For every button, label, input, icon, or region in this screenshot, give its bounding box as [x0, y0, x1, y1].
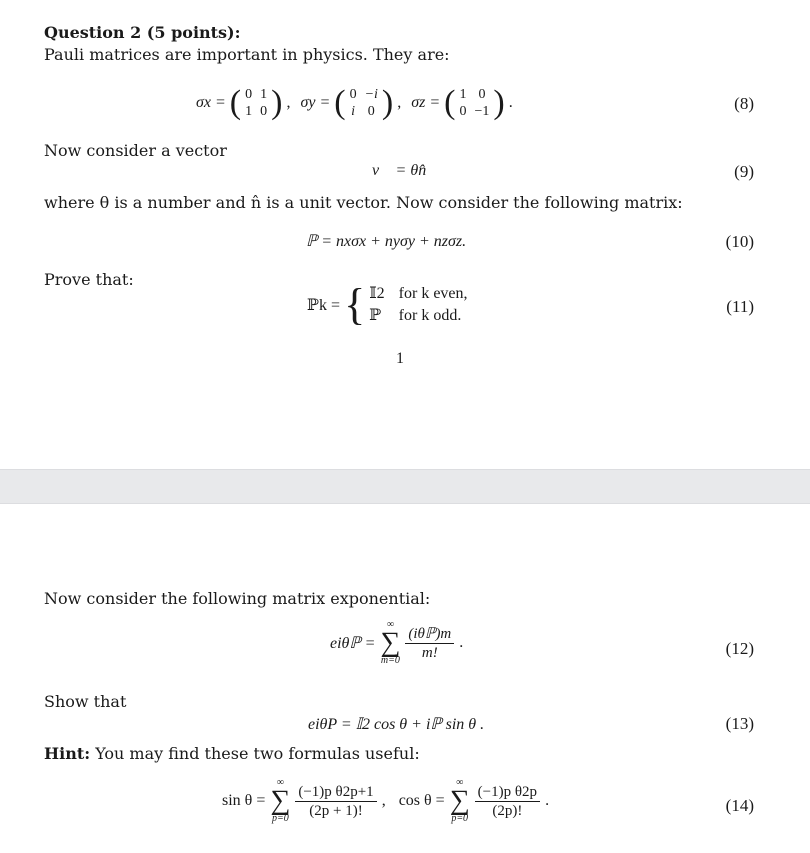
equation-number-14: (14) — [725, 796, 754, 815]
hint-line — [44, 744, 420, 763]
vector-intro-text: Now consider a vector — [44, 141, 227, 160]
page-number: 1 — [396, 350, 404, 367]
pk-cases-equation: ℙk = { 𝕀2 for k even, ℙ for k odd. — [307, 280, 468, 329]
equation-number-12: (12) — [725, 639, 754, 658]
sigma-y-label: σy = — [300, 94, 331, 111]
exp-def-fraction: $\frac{\text{(iθℙ)m}}{m!}$ — [405, 625, 454, 662]
exp-intro-text: Now consider the following matrix exponential: — [44, 589, 431, 608]
equation-number-8: (8) — [734, 94, 754, 113]
sigma-z-matrix: 1 0 0 −1 — [459, 87, 490, 119]
sin-lhs: sin θ = — [222, 792, 266, 809]
where-text: where θ is a number and n̂ is a unit vector. Now consider the following matrix: — [44, 193, 683, 212]
pk-lhs: ℙk = — [307, 297, 341, 314]
prove-text: Prove that: — [44, 270, 134, 289]
sigma-x-matrix: 0 1 1 0 — [245, 87, 268, 119]
sum-symbol: ∞ ∑ m=0 — [380, 619, 401, 666]
cos-lhs: cos θ = — [398, 792, 445, 809]
cos-fraction: $\frac{\text{(−1)p θ2p}}{(2p)!}$ — [475, 783, 540, 820]
equation-number-10: (10) — [725, 232, 754, 251]
question-heading: Question 2 (5 points): — [44, 23, 241, 42]
show-equation: eiθP = 𝕀2 cos θ + iℙ sin θ . — [308, 716, 485, 733]
pk-cases: 𝕀2 for k even, ℙ for k odd. — [369, 285, 468, 324]
matrix-definition-equation: ℙ = nxσx + nyσy + nzσz. — [306, 233, 467, 250]
show-text: Show that — [44, 692, 127, 711]
sigma-y-matrix: 0 −i i 0 — [349, 87, 378, 119]
equation-number-13: (13) — [725, 714, 754, 733]
intro-text: Pauli matrices are important in physics. They are: — [44, 45, 450, 64]
equation-number-11: (11) — [726, 297, 754, 316]
exp-def-lhs: eiθℙ = — [330, 635, 376, 652]
sin-fraction: $\frac{\text{(−1)p θ2p+1}}{(2p + 1)!}$ — [295, 783, 376, 820]
sigma-z-label: σz = — [411, 94, 441, 111]
sin-cos-formulas: sin θ = ∞ ∑ p=0 $\frac{\text{(−1)p θ2p+1}}{(2p + 1)!}$ , cos θ = ∞ ∑ p=0 $\frac{\text{(−1)p θ2p}}{(2p)!}$ . — [222, 777, 550, 824]
sigma-x-label: σx = — [196, 94, 226, 111]
sum-symbol: ∞ ∑ p=0 — [449, 777, 470, 824]
pauli-matrices-equation: σx = ( 0 1 1 0 ) , σy = ( 0 −i i 0 ) , σz = ( 1 0 0 −1 ) . — [196, 84, 513, 121]
hint-text: You may find these two formulas useful: — [95, 744, 420, 763]
sum-symbol: ∞ ∑ p=0 — [270, 777, 291, 824]
hint-label: Hint: — [44, 744, 91, 763]
equation-number-9: (9) — [734, 162, 754, 181]
page-break — [0, 469, 810, 504]
vector-equation: v⃗ = θn̂ — [372, 162, 427, 179]
exponential-definition-equation: eiθℙ = ∞ ∑ m=0 $\frac{\text{(iθℙ)m}}{m!}$ . — [330, 619, 464, 666]
